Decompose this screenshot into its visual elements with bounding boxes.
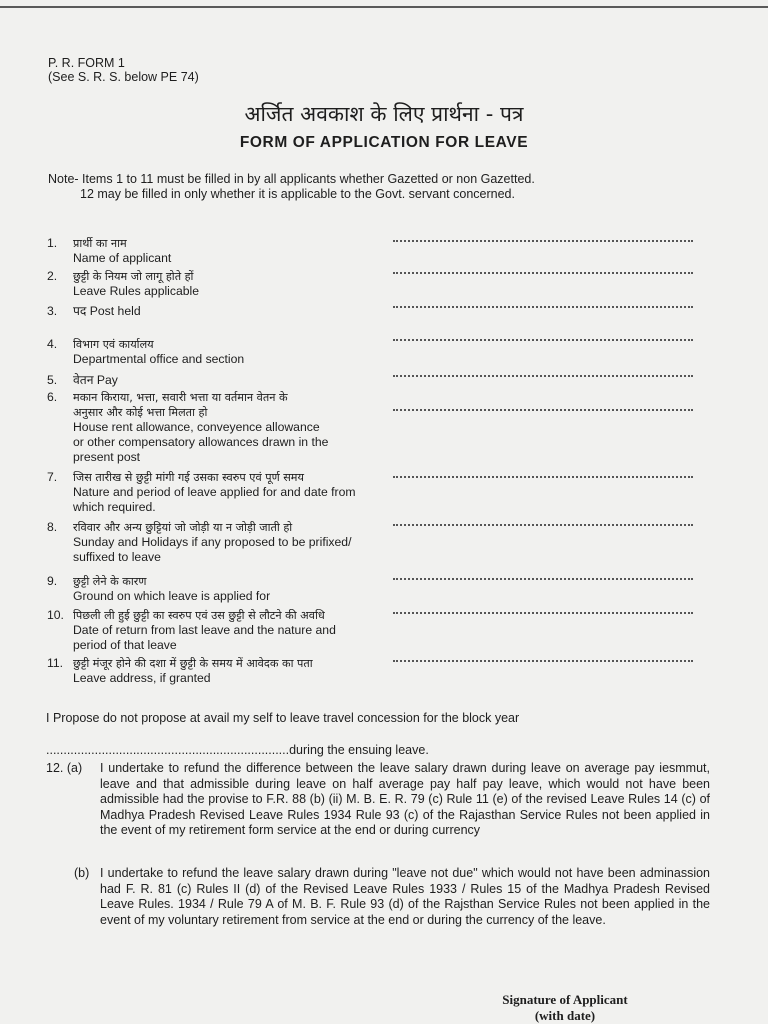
item-english-label: पद Post held (73, 304, 141, 318)
item-english-label: House rent allowance, conveyence allowance (73, 420, 320, 434)
signature-label: Signature of Applicant (502, 992, 628, 1007)
item-english-label: Departmental office and section (73, 352, 245, 366)
item-hindi-label: प्रार्थी का नाम (73, 237, 127, 250)
item-english-label: which required. (73, 500, 156, 514)
item-hindi-label: छुट्टी के नियम जो लागू होते हों (73, 270, 194, 283)
item-hindi-label: पिछली ली हुई छुट्टी का स्वरुप एवं उस छुट्टी से लौटने की अवधि (73, 609, 325, 622)
item-hindi-label: रविवार और अन्य छुट्टियां जो जोड़ी या न जोड़ी जाती हो (73, 521, 293, 534)
item-hindi-label: छुट्टी लेने के कारण (73, 575, 147, 588)
item-hindi-label: जिस तारीख से छुट्टी मांगी गई उसका स्वरुप एवं पूर्ण समय (73, 471, 304, 484)
item-hindi-label: छुट्टी मंजूर होने की दशा में छुट्टी के समय में आवेदक का पता (73, 657, 313, 670)
item-english-label: Sunday and Holidays if any proposed to be prifixed/ (73, 535, 352, 549)
note-line-1: Note- Items 1 to 11 must be filled in by all applicants whether Gazetted or non Gazetted. (48, 172, 535, 186)
clause-12b-text: I undertake to refund the leave salary drawn during "leave not due" which would not have been adminassion had F. R. 81 (c) Rules II (d) of the Revised Leave Rules 1933 / Rules 15 of the Madhya Pradesh Revised Leave Rules. 1934 / Rule 79 A of M. B. F. Rule 93 (d) of the Rajsthan Service Rules not been applied in the event of my voluntary retirement from service at the end or during the currency of the leave. (100, 866, 710, 927)
item-english-label: Date of return from last leave and the nature and (73, 623, 336, 637)
item-number: 9. (47, 574, 58, 588)
item-english-label: present post (73, 450, 141, 464)
title-hindi: अर्जित अवकाश के लिए प्रार्थना - पत्र (244, 102, 524, 126)
field-pay[interactable] (393, 375, 693, 377)
item-english-label: Leave address, if granted (73, 671, 211, 685)
form-number: P. R. FORM 1 (48, 56, 125, 70)
field-departmental-office[interactable] (393, 339, 693, 341)
item-english-label: Name of applicant (73, 251, 172, 265)
item-number: 4. (47, 337, 58, 351)
item-english-label: suffixed to leave (73, 550, 161, 564)
item-number: 8. (47, 520, 58, 534)
form-reference: (See S. R. S. below PE 74) (48, 70, 199, 84)
field-name-of-applicant[interactable] (393, 240, 693, 242)
item-english-label: Nature and period of leave applied for and date from (73, 485, 356, 499)
field-nature-period-leave[interactable] (393, 476, 693, 478)
field-leave-rules[interactable] (393, 272, 693, 274)
ltc-block-year-line: ......................................................................during the ensuing leave. (46, 743, 429, 757)
item-english-label: or other compensatory allowances drawn in the (73, 435, 329, 449)
item-english-label: वेतन Pay (73, 373, 118, 387)
item-number: 11. (47, 656, 64, 670)
title-english: FORM OF APPLICATION FOR LEAVE (239, 134, 529, 151)
field-sunday-holidays[interactable] (393, 524, 693, 526)
form-header (48, 56, 199, 84)
field-post-held[interactable] (393, 306, 693, 308)
field-leave-address[interactable] (393, 660, 693, 662)
field-ground-of-leave[interactable] (393, 578, 693, 580)
signature-date-label: (with date) (534, 1008, 596, 1023)
item-english-label: Ground on which leave is applied for (73, 589, 271, 603)
item-hindi-label: मकान किराया, भत्ता, सवारी भत्ता या वर्तमान वेतन के (73, 391, 288, 404)
signature-block (470, 992, 660, 1024)
clause-12a-text: I undertake to refund the difference between the leave salary drawn during leave on average pay iesmmut, leave and that admissible during leave on half average pay half pay leave, which would not have been admissible had the provise to F.R. 88 (b) (ii) M. B. E. R. 79 (c) Rule 11 (e) of the revised Leave Rules 14 (c) of Madhya Pradesh Revised Leave Rules 1934 Rule 93 (c) of the Rajasthan Service Rules not been applied in the event of my retirement form service at the end or during currency (100, 761, 710, 838)
item-number: 2. (47, 269, 58, 283)
note-line-2: 12 may be filled in only whether it is applicable to the Govt. servant concerned. (80, 187, 515, 201)
item-hindi-label: विभाग एवं कार्यालय (73, 338, 154, 351)
item-number: 5. (47, 373, 58, 387)
field-last-leave[interactable] (393, 612, 693, 614)
ltc-statement: I Propose do not propose at avail my self to leave travel concession for the block year (46, 711, 520, 725)
item-number: 6. (47, 390, 58, 404)
item-number: 1. (47, 236, 58, 250)
scan-border (0, 6, 768, 8)
item-english-label: Leave Rules applicable (73, 284, 200, 298)
item-number: 7. (47, 470, 58, 484)
clause-12b-number: (b) (74, 866, 90, 880)
item-hindi-label-2: अनुसार और कोई भत्ता मिलता हो (73, 406, 208, 419)
field-allowances[interactable] (393, 409, 693, 411)
item-number: 10. (47, 608, 64, 622)
clause-12a-number: 12. (a) (46, 761, 83, 775)
item-english-label: period of that leave (73, 638, 177, 652)
item-number: 3. (47, 304, 58, 318)
